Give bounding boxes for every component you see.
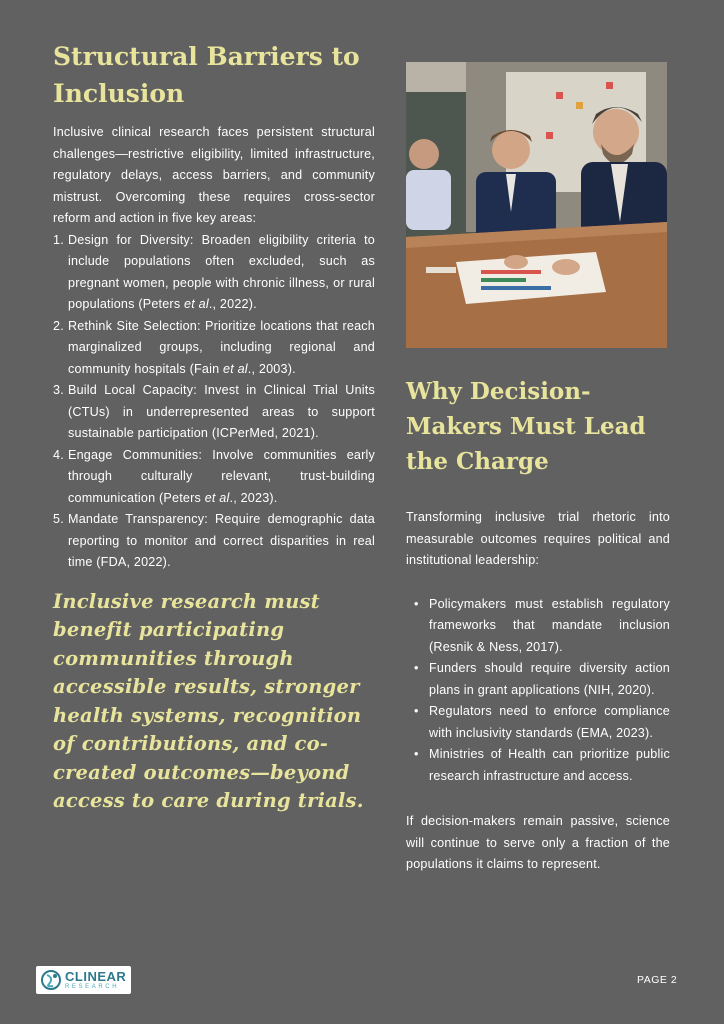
key-area-number: 4. [53, 447, 64, 462]
key-area-text: Mandate Transparency: Require demographic data reporting to monitor and correct disparities in real time (FDA, 2022). [68, 512, 375, 569]
clinear-logo [36, 966, 131, 994]
bullet-icon: • [414, 747, 419, 761]
citation-emphasis: et al [204, 490, 230, 505]
key-area-text: Build Local Capacity: Invest in Clinical Trial Units (CTUs) in underrepresented areas to support sustainable participation (ICPerMed, 2021). [68, 383, 375, 440]
action-text: Funders should require diversity action plans in grant applications (NIH, 2020). [429, 661, 670, 697]
key-areas-list [53, 230, 375, 574]
leadership-actions-list [406, 594, 670, 788]
structural-barriers-title: Structural Barriers to Inclusion [53, 42, 360, 108]
decision-makers-title: Why Decision-Makers Must Lead the Charge [406, 378, 646, 475]
decision-makers-intro: Transforming inclusive trial rhetoric into measurable outcomes requires political and institutional leadership: [406, 510, 670, 567]
key-area-item [53, 380, 375, 445]
brand-name: CLINEAR [65, 968, 127, 984]
key-area-number: 2. [53, 318, 64, 333]
pull-quote: Inclusive research must benefit participating communities through accessible results, stronger health systems, recognition of contributions, and co-created outcomes—beyond access to care during trials. [53, 589, 364, 812]
meeting-photo [406, 62, 667, 348]
bullet-icon: • [414, 596, 419, 611]
structural-barriers-intro: Inclusive clinical research faces persistent structural challenges—restrictive eligibility, limited infrastructure, regulatory delays, access barriers, and community mistrust. Overcoming these requires cross-sector reform and action in five key areas: [53, 125, 375, 225]
closing-statement: If decision-makers remain passive, science will continue to serve only a fraction of the populations it claims to represent. [406, 814, 670, 871]
meeting-illustration [406, 62, 667, 348]
bullet-icon: • [414, 704, 419, 718]
key-area-item [53, 445, 375, 510]
brand-subtitle: RESEARCH [65, 983, 120, 990]
key-area-number: 5. [53, 512, 64, 526]
key-area-text: Design for Diversity: Broaden eligibility criteria to include populations often excluded, such as pregnant women, people with chronic illness, or rural populations (Peters et al., 2022). [68, 232, 375, 311]
citation-emphasis: et al [222, 361, 248, 376]
action-item [406, 701, 670, 744]
key-area-item [53, 509, 375, 574]
action-text: Regulators need to enforce compliance with inclusivity standards (EMA, 2023). [429, 704, 670, 740]
key-area-item [53, 230, 375, 316]
key-area-number: 1. [53, 232, 64, 247]
bullet-icon: • [414, 661, 419, 675]
key-area-text: Rethink Site Selection: Prioritize locations that reach marginalized groups, including regional and community hospitals (Fain et al., 2003). [68, 318, 375, 376]
key-area-number: 3. [53, 383, 64, 397]
citation-emphasis: et al [184, 297, 209, 311]
key-area-item [53, 316, 375, 381]
page-number: PAGE 2 [637, 974, 678, 986]
action-item [406, 744, 670, 787]
action-text: Policymakers must establish regulatory frameworks that mandate inclusion (Resnik & Ness, 2017). [429, 596, 670, 654]
action-item [406, 594, 670, 659]
brand-text [65, 970, 126, 991]
action-item [406, 658, 670, 701]
right-column [406, 62, 670, 876]
left-column [53, 38, 375, 816]
action-text: Ministries of Health can prioritize public research infrastructure and access. [429, 747, 670, 783]
key-area-text: Engage Communities: Involve communities early through culturally relevant, trust-building communication (Peters et al., 2023). [68, 447, 375, 505]
clinear-logo-icon [40, 969, 62, 991]
